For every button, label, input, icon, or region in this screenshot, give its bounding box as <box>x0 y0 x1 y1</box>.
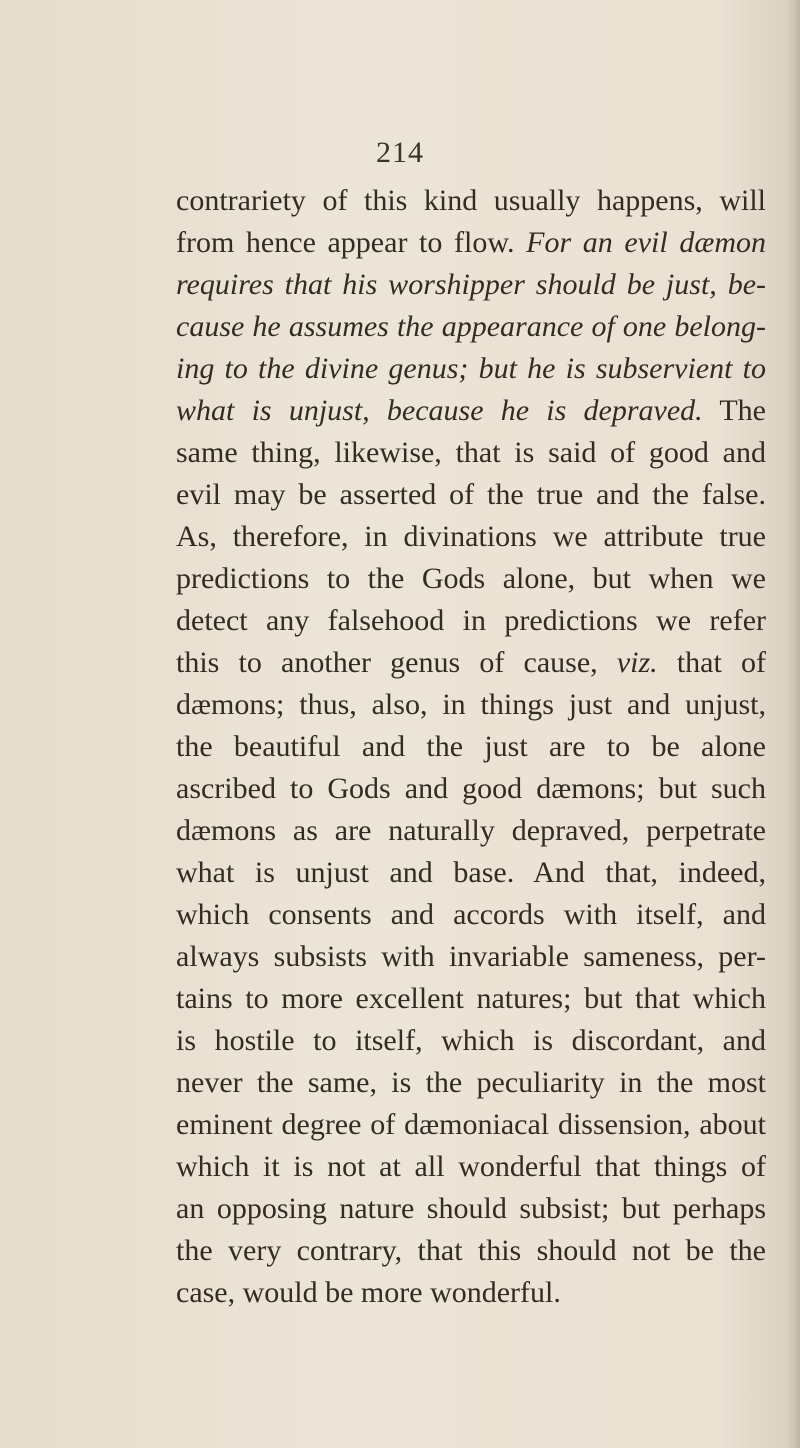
text-segment: from hence appear to flow. <box>176 226 527 259</box>
text-line <box>176 726 766 768</box>
text-segment: the very contrary, that this should not be the <box>176 1234 766 1267</box>
italic-text: requires that his worshipper should be just, be- <box>176 268 766 301</box>
italic-text: viz. <box>616 646 658 679</box>
text-line <box>176 348 766 390</box>
text-line <box>176 516 766 558</box>
text-segment: predictions to the Gods alone, but when we <box>176 562 766 595</box>
text-segment: case, would be more wonderful. <box>176 1276 561 1309</box>
text-line <box>176 1230 766 1272</box>
page-edge-shadow <box>786 0 800 1448</box>
text-line <box>176 1104 766 1146</box>
text-segment: tains to more excellent natures; but that which <box>176 982 766 1015</box>
text-segment: is hostile to itself, which is discordant, and <box>176 1024 766 1057</box>
text-segment: which it is not at all wonderful that things of <box>176 1150 766 1183</box>
text-line <box>176 306 766 348</box>
text-line <box>176 768 766 810</box>
text-segment: dæmons as are naturally depraved, perpetrate <box>176 814 766 847</box>
italic-text: For an evil dæmon <box>526 226 766 259</box>
text-segment: The <box>702 394 766 427</box>
text-line <box>176 180 766 222</box>
text-segment: always subsists with invariable sameness, per- <box>176 940 766 973</box>
text-line <box>176 978 766 1020</box>
text-segment: dæmons; thus, also, in things just and unjust, <box>176 688 766 721</box>
text-segment: ascribed to Gods and good dæmons; but such <box>176 772 766 805</box>
text-line <box>176 222 766 264</box>
text-line <box>176 432 766 474</box>
text-segment: same thing, likewise, that is said of good and <box>176 436 766 469</box>
text-segment: contrariety of this kind usually happens, will <box>176 184 766 217</box>
italic-text: what is unjust, because he is depraved. <box>176 394 703 427</box>
body-text <box>176 180 766 1314</box>
text-segment: As, therefore, in divinations we attribute true <box>176 520 766 553</box>
text-segment: never the same, is the peculiarity in the most <box>176 1066 766 1099</box>
text-line <box>176 1272 766 1314</box>
text-segment: what is unjust and base. And that, indeed, <box>176 856 766 889</box>
page-number: 214 <box>376 136 424 169</box>
text-line <box>176 264 766 306</box>
text-line <box>176 1020 766 1062</box>
text-line <box>176 1188 766 1230</box>
text-line <box>176 474 766 516</box>
text-line <box>176 936 766 978</box>
italic-text: cause he assumes the appearance of one belong- <box>176 310 766 343</box>
text-line <box>176 600 766 642</box>
text-line <box>176 1062 766 1104</box>
text-line <box>176 642 766 684</box>
text-line <box>176 684 766 726</box>
text-segment: eminent degree of dæmoniacal dissension, about <box>176 1108 766 1141</box>
text-segment: that of <box>657 646 766 679</box>
text-segment: this to another genus of cause, <box>176 646 617 679</box>
italic-text: ing to the divine genus; but he is subservient to <box>176 352 766 385</box>
text-line <box>176 558 766 600</box>
text-segment: which consents and accords with itself, and <box>176 898 766 931</box>
text-segment: detect any falsehood in predictions we refer <box>176 604 766 637</box>
text-segment: an opposing nature should subsist; but perhaps <box>176 1192 766 1225</box>
text-line <box>176 1146 766 1188</box>
text-segment: the beautiful and the just are to be alone <box>176 730 766 763</box>
text-line <box>176 390 766 432</box>
text-line <box>176 810 766 852</box>
text-line <box>176 852 766 894</box>
text-segment: evil may be asserted of the true and the false. <box>176 478 766 511</box>
text-line <box>176 894 766 936</box>
